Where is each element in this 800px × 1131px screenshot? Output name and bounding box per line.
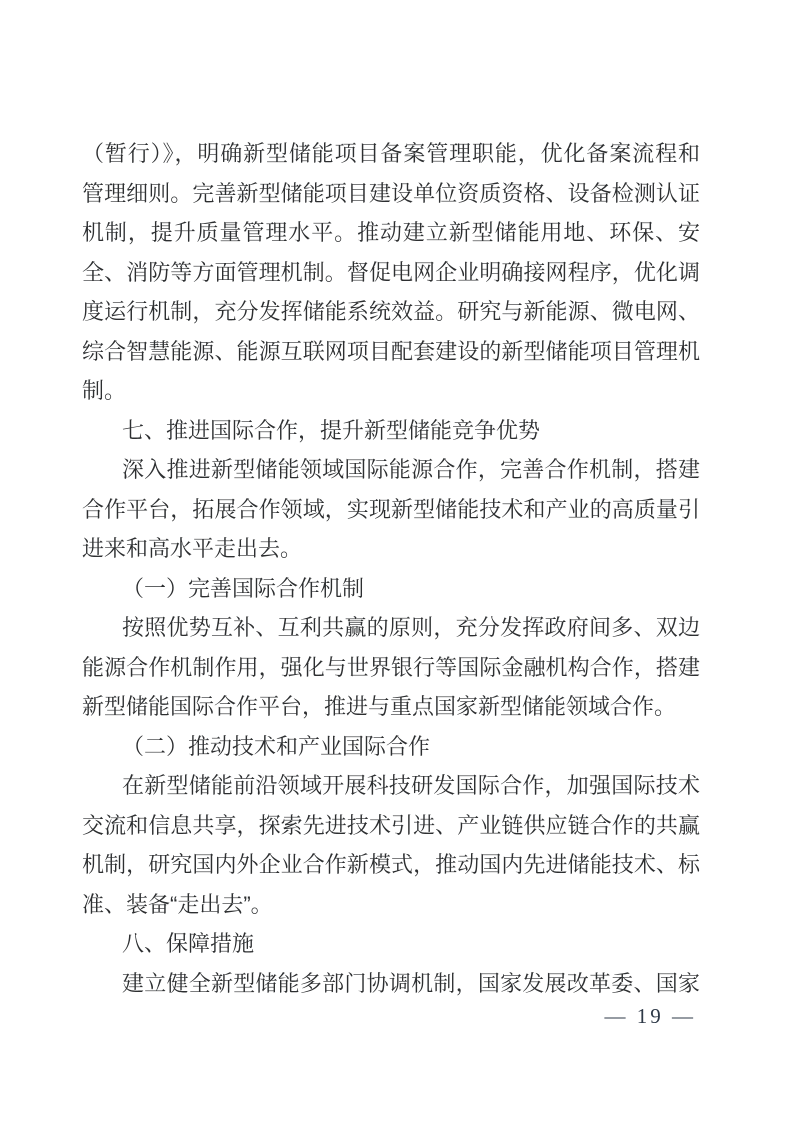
paragraph-line: 交流和信息共享，探索先进技术引进、产业链供应链合作的共赢 [82, 812, 700, 838]
paragraph-line: 按照优势互补、互利共赢的原则，充分发挥政府间多、双边 [122, 615, 700, 640]
paragraph-line: 深入推进新型储能领域国际能源合作，完善合作机制，搭建 [122, 457, 700, 482]
paragraph-line: 管理细则。完善新型储能项目建设单位资质资格、设备检测认证 [82, 180, 700, 206]
paragraph-line: 综合智慧能源、能源互联网项目配套建设的新型储能项目管理机 [82, 338, 700, 364]
paragraph-line: 建立健全新型储能多部门协调机制，国家发展改革委、国家 [122, 970, 700, 996]
page-number: — 19 — [604, 1004, 696, 1028]
paragraph-line: 全、消防等方面管理机制。督促电网企业明确接网程序，优化调 [82, 259, 700, 285]
subsection-heading-1: （一）完善国际合作机制 [122, 575, 365, 601]
paragraph-line: 能源合作机制作用，强化与世界银行等国际金融机构合作，搭建 [82, 654, 700, 680]
section-heading-7: 七、推进国际合作，提升新型储能竞争优势 [122, 417, 541, 443]
paragraph-line: （暂行）》，明确新型储能项目备案管理职能，优化备案流程和 [82, 141, 700, 166]
paragraph-line: 合作平台，拓展合作领域，实现新型储能技术和产业的高质量引 [82, 496, 700, 522]
paragraph-line: 新型储能国际合作平台，推进与重点国家新型储能领域合作。 [82, 694, 677, 719]
paragraph-line: 制。 [82, 378, 127, 403]
paragraph-line: 度运行机制，充分发挥储能系统效益。研究与新能源、微电网、 [82, 299, 700, 324]
paragraph-line: 机制，研究国内外企业合作新模式，推动国内先进储能技术、标 [82, 852, 700, 877]
section-heading-8: 八、保障措施 [122, 931, 255, 956]
paragraph-line: 机制，提升质量管理水平。推动建立新型储能用地、环保、安 [82, 220, 700, 245]
paragraph-line: 在新型储能前沿领域开展科技研发国际合作，加强国际技术 [122, 773, 700, 798]
paragraph-line: 进来和高水平走出去。 [82, 536, 303, 561]
document-text-block [82, 134, 700, 1003]
paragraph-line: 准、装备“走出去”。 [82, 891, 273, 917]
subsection-heading-2: （二）推动技术和产业国际合作 [122, 733, 431, 759]
